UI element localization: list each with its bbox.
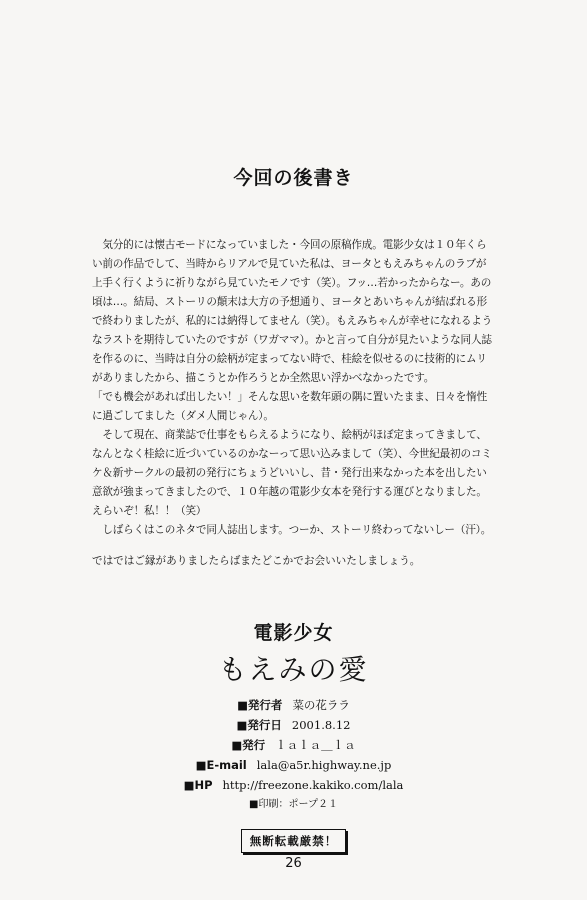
body-line: ケ＆新サークルの最初の発行にちょうどいいし、昔・発行出来なかった本を出したい xyxy=(92,467,487,479)
body-line: い前の作品でして、当時からリアルで見ていた私は、ヨータともえみちゃんのラブが xyxy=(92,258,487,270)
print-value: ■印刷：ポープ２１ xyxy=(249,799,338,810)
series-title: 電影少女 xyxy=(253,622,334,644)
body-line: 頃は…。結局、ストーリの顛末は大方の予想通り、ヨータとあいちゃんが結ばれる形 xyxy=(92,296,487,308)
work-title: もえみの愛 xyxy=(218,653,369,686)
body-line: 気分的には懐古モードになっていました・今回の原稿作成。電影少女は１０年くら xyxy=(92,239,487,251)
body-line: に過ごしてました（ダメ人間じゃん）。 xyxy=(92,410,274,422)
afterword-heading: 今回の後書き xyxy=(233,167,354,189)
print-row xyxy=(0,795,587,815)
colophon xyxy=(0,618,587,853)
body-line: 上手く行くように祈りながら見ていたモノです（笑）。フッ…若かったからなー。あの xyxy=(92,277,492,289)
circle-value: ｌａｌａ＿ｌａ xyxy=(275,738,356,752)
hp-row xyxy=(0,775,587,795)
body-line: 「でも機会があれば出したい！」そんな思いを数年頭の隅に置いたまま、日々を惰性 xyxy=(92,391,487,403)
date-label: ■発行日 xyxy=(236,718,282,732)
body-line: がありましたから、描こうとか作ろうとか全然思い浮かべなかったです。 xyxy=(92,372,435,384)
circle-row xyxy=(0,735,587,755)
date-value: 2001.8.12 xyxy=(291,718,351,732)
body-line: えらいぞ！私！！（笑） xyxy=(92,505,207,517)
publisher-label: ■発行者 xyxy=(237,698,283,712)
body-line: そして現在、商業誌で仕事をもらえるようになり、絵柄がほぼ定まってきまして、 xyxy=(92,429,487,441)
email-label: ■E-mail xyxy=(195,758,247,772)
email-row xyxy=(0,755,587,775)
publisher-value: 菜の花ララ xyxy=(292,698,350,712)
circle-label: ■発行 xyxy=(231,738,266,752)
body-line: 意欲が強まってきましたので、１０年越の電影少女本を発行する運びとなりました。 xyxy=(92,486,487,498)
colophon-info xyxy=(0,695,587,815)
afterword-body xyxy=(92,236,522,540)
no-reprint-notice: 無断転載厳禁！ xyxy=(241,829,347,853)
body-line: なラストを期待していたのですが（ワガママ）。かと言って自分が見たいような同人誌 xyxy=(92,334,492,346)
hp-value: http://freezone.kakiko.com/lala xyxy=(222,778,404,792)
hp-label: ■HP xyxy=(183,778,213,792)
page-number: 26 xyxy=(285,856,302,871)
body-line: で終わりましたが、私的には納得してません（笑）。もえみちゃんが幸せになれるよう xyxy=(92,315,493,327)
date-row xyxy=(0,715,587,735)
closing-line: ではではご縁がありましたらばまたどこかでお会いいたしましょう。 xyxy=(92,555,421,567)
body-line: なんとなく桂絵に近づいているのかなーって思い込みまして（笑）、今世紀最初のコミ xyxy=(92,448,492,460)
email-value: lala@a5r.highway.ne.jp xyxy=(256,758,392,772)
publisher-row xyxy=(0,695,587,715)
body-line: しばらくはこのネタで同人誌出します。つーか、ストーリ終わってないしー（汗）。 xyxy=(92,524,492,536)
body-line: を作るのに、当時は自分の絵柄が定まってない時で、桂絵を似せるのに技術的にムリ xyxy=(92,353,487,365)
